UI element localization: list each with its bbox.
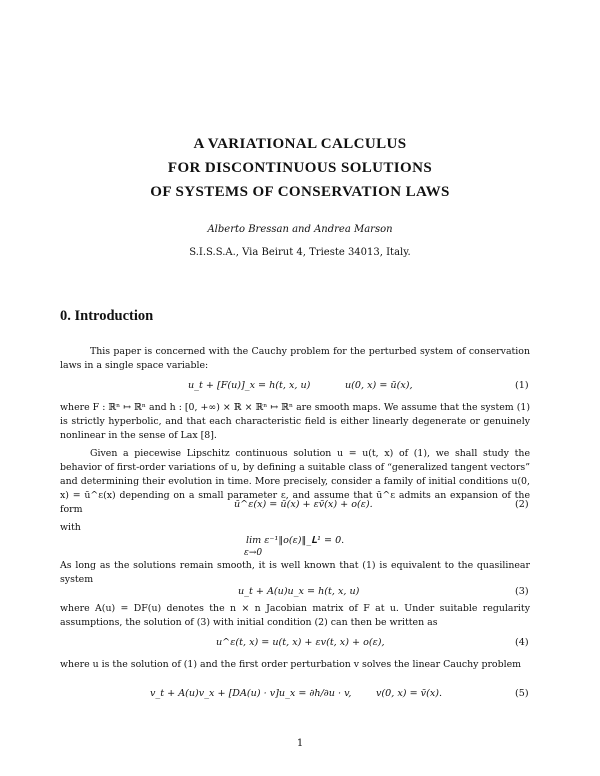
equation-2-number: (2) [515, 499, 529, 510]
equation-4: u^ε(t, x) = u(t, x) + εv(t, x) + o(ε), [216, 637, 385, 648]
equation-limit-subscript: ε→0 [244, 548, 263, 558]
equation-5-left: v_t + A(u)v_x + [DA(u) · v]u_x = ∂h/∂u · v, [150, 688, 352, 699]
paragraph-jacobian: where A(u) = DF(u) denotes the n × n Jacobian matrix of F at u. Under suitable regularity assumptions, the solution of (3) with initial condition (2) can then be written as [60, 603, 530, 628]
title-line-3: OF SYSTEMS OF CONSERVATION LAWS [150, 184, 450, 200]
equation-1-right: u(0, x) = ū(x), [345, 380, 413, 391]
paragraph-assumptions: where F : ℝⁿ ↦ ℝⁿ and h : [0, +∞) × ℝ × ℝⁿ ↦ ℝⁿ are smooth maps. We assume that the system (1) is strictly hyperbolic, and that each characteristic field is either linearly degenerate or genuinely nonlinear in the sense of Lax [8]. [60, 402, 530, 441]
affiliation: S.I.S.S.A., Via Beirut 4, Trieste 34013, Italy. [189, 247, 411, 258]
equation-1-left: u_t + [F(u)]_x = h(t, x, u) [188, 380, 311, 391]
equation-2: ū^ε(x) = ū(x) + εv̄(x) + o(ε). [234, 499, 373, 510]
title-line-1: A VARIATIONAL CALCULUS [193, 136, 407, 152]
paragraph-perturbation: where u is the solution of (1) and the first order perturbation v solves the linear Cauchy problem [60, 659, 522, 670]
paragraph-with: with [60, 522, 81, 533]
equation-1-number: (1) [515, 380, 529, 391]
equation-limit: lim ε⁻¹‖o(ε)‖_𝐋¹ = 0. [246, 535, 345, 546]
title-line-2: FOR DISCONTINUOUS SOLUTIONS [167, 160, 433, 176]
paragraph-variations: Given a piecewise Lipschitz continuous solution u = u(t, x) of (1), we shall study the behavior of first-order variations of u, by defining a suitable class of “generalized tangent vectors” and determining their evolution in time. More precisely, consider a family of initial conditions u(0, x) = ū^ε(x) depending on a small parameter ε, and assume that ū^ε admits an expansion of the form [60, 448, 530, 515]
equation-5-number: (5) [515, 688, 529, 699]
paragraph-intro: This paper is concerned with the Cauchy problem for the perturbed system of conservation laws in a single space variable: [60, 346, 530, 371]
section-heading: 0. Introduction [60, 308, 154, 324]
paragraph-smooth: As long as the solutions remain smooth, it is well known that (1) is equivalent to the quasilinear system [60, 560, 530, 585]
equation-4-number: (4) [515, 637, 529, 648]
equation-5-right: v(0, x) = v̄(x). [376, 688, 443, 699]
equation-3-number: (3) [515, 586, 529, 597]
authors: Alberto Bressan and Andrea Marson [207, 224, 393, 235]
page-number: 1 [296, 738, 304, 749]
equation-3: u_t + A(u)u_x = h(t, x, u) [238, 586, 360, 597]
